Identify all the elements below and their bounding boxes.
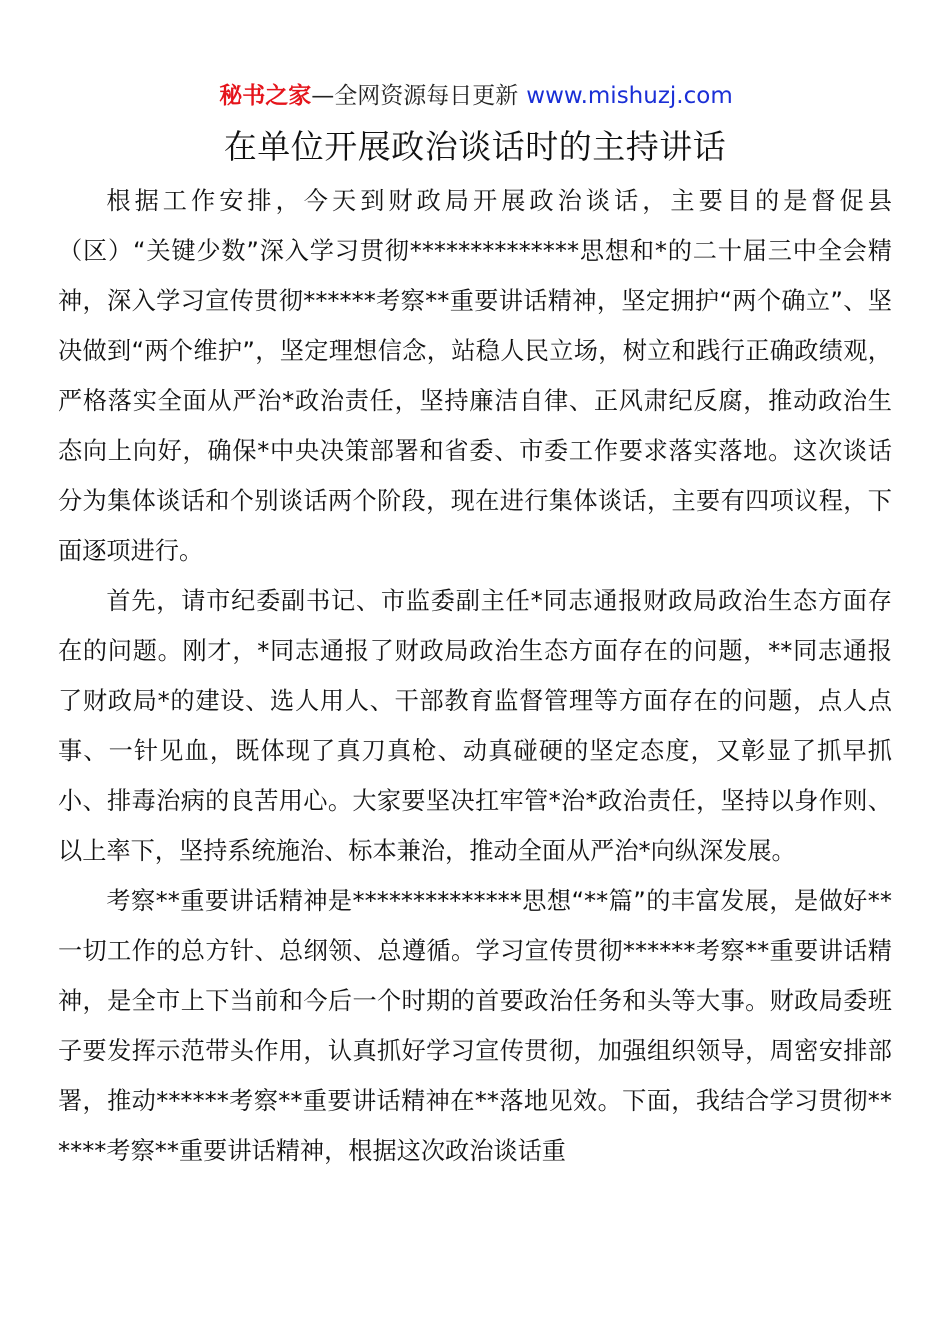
site-banner (60, 78, 892, 114)
body-paragraph: 根据工作安排，今天到财政局开展政治谈话，主要目的是督促县（区）“关键少数”深入学习贯彻**************思想和*的二十届三中全会精神，深入学习宣传贯彻******考察**重要讲话精神，坚定拥护“两个确立”、坚决做到“两个维护”，坚定理想信念，站稳人民立场，树立和践行正确政绩观，严格落实全面从严治*政治责任，坚持廉洁自律、正风肃纪反腐，推动政治生态向上向好，确保*中央决策部署和省委、市委工作要求落实落地。这次谈话分为集体谈话和个别谈话两个阶段，现在进行集体谈话，主要有四项议程，下面逐项进行。 (58, 187, 892, 565)
body-paragraph: 首先，请市纪委副书记、市监委副主任*同志通报财政局政治生态方面存在的问题。刚才，*同志通报了财政局政治生态方面存在的问题，**同志通报了财政局*的建设、选人用人、干部教育监督管理等方面存在的问题，点人点事、一针见血，既体现了真刀真枪、动真碰硬的坚定态度，又彰显了抓早抓小、排毒治病的良苦用心。大家要坚决扛牢管*治*政治责任，坚持以身作则、以上率下，坚持系统施治、标本兼治，推动全面从严治*向纵深发展。 (58, 587, 892, 865)
body-paragraph: 考察**重要讲话精神是**************思想“**篇”的丰富发展，是做好**一切工作的总方针、总纲领、总遵循。学习宣传贯彻******考察**重要讲话精神，是全市上下当前和今后一个时期的首要政治任务和头等大事。财政局委班子要发挥示范带头作用，认真抓好学习宣传贯彻，加强组织领导，周密安排部署，推动******考察**重要讲话精神在**落地见效。下面，我结合学习贯彻******考察**重要讲话精神，根据这次政治谈话重 (58, 887, 892, 1165)
site-url-link[interactable]: www.mishuzj.com (526, 83, 733, 109)
brand-name: 秘书之家 (219, 83, 312, 109)
brand-tagline: —全网资源每日更新 (311, 83, 519, 109)
document-title: 在单位开展政治谈话时的主持讲话 (223, 127, 727, 166)
